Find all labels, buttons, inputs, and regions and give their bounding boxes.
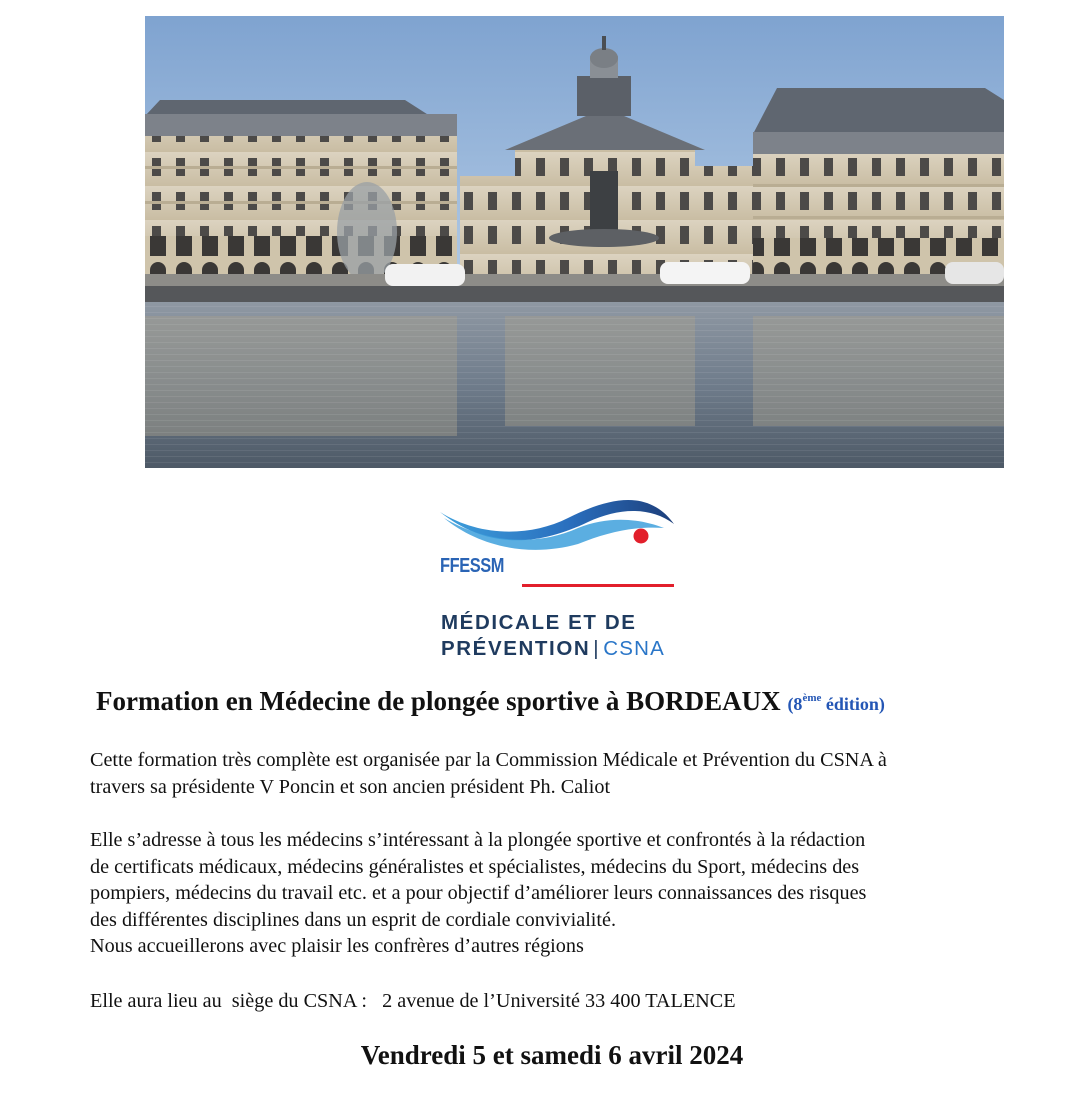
paragraph-line: travers sa présidente V Poncin et son ancien président Ph. Caliot bbox=[90, 775, 611, 798]
paragraph-intro bbox=[90, 747, 1030, 800]
paragraph-line: des différentes disciplines dans un esprit de cordiale convivialité. bbox=[90, 908, 617, 931]
paragraph-location: Elle aura lieu au siège du CSNA : 2 avenue de l’Université 33 400 TALENCE bbox=[90, 990, 736, 1012]
logo-line-2 bbox=[441, 637, 665, 661]
paragraph-line: Nous accueillerons avec plaisir les confrères d’autres régions bbox=[90, 935, 584, 957]
logo-line-2-main: PRÉVENTION bbox=[441, 637, 591, 660]
edition-close: édition) bbox=[821, 694, 885, 714]
logo-separator: | bbox=[593, 637, 601, 660]
logo-csna: CSNA bbox=[603, 637, 665, 660]
paragraph-line: Elle s’adresse à tous les médecins s’intéressant à la plongée sportive et confrontés à la rédaction bbox=[90, 829, 866, 851]
edition-open: (8 bbox=[787, 694, 803, 714]
title-main: Formation en Médecine de plongée sportive à BORDEAUX bbox=[96, 686, 781, 716]
logo-wordmark: FFESSM bbox=[440, 555, 505, 577]
bordeaux-photo bbox=[145, 16, 1004, 468]
paragraph-line: pompiers, médecins du travail etc. et a pour objectif d’améliorer leurs connaissances des risques bbox=[90, 882, 867, 904]
edition-label bbox=[787, 694, 884, 714]
wave-logo-icon bbox=[438, 488, 678, 552]
logo-red-rule bbox=[522, 584, 674, 587]
page-title bbox=[96, 686, 885, 717]
paragraph-line: de certificats médicaux, médecins généralistes et spécialistes, médecins du Sport, médecins des bbox=[90, 855, 860, 878]
ffessm-logo bbox=[438, 488, 678, 663]
edition-sup: ème bbox=[802, 692, 822, 704]
paragraph-audience bbox=[90, 827, 1030, 960]
event-date: Vendredi 5 et samedi 6 avril 2024 bbox=[360, 1040, 744, 1070]
paragraph-line: Cette formation très complète est organisée par la Commission Médicale et Prévention du CSNA à bbox=[90, 749, 887, 771]
logo-line-1: MÉDICALE ET DE bbox=[441, 611, 637, 634]
